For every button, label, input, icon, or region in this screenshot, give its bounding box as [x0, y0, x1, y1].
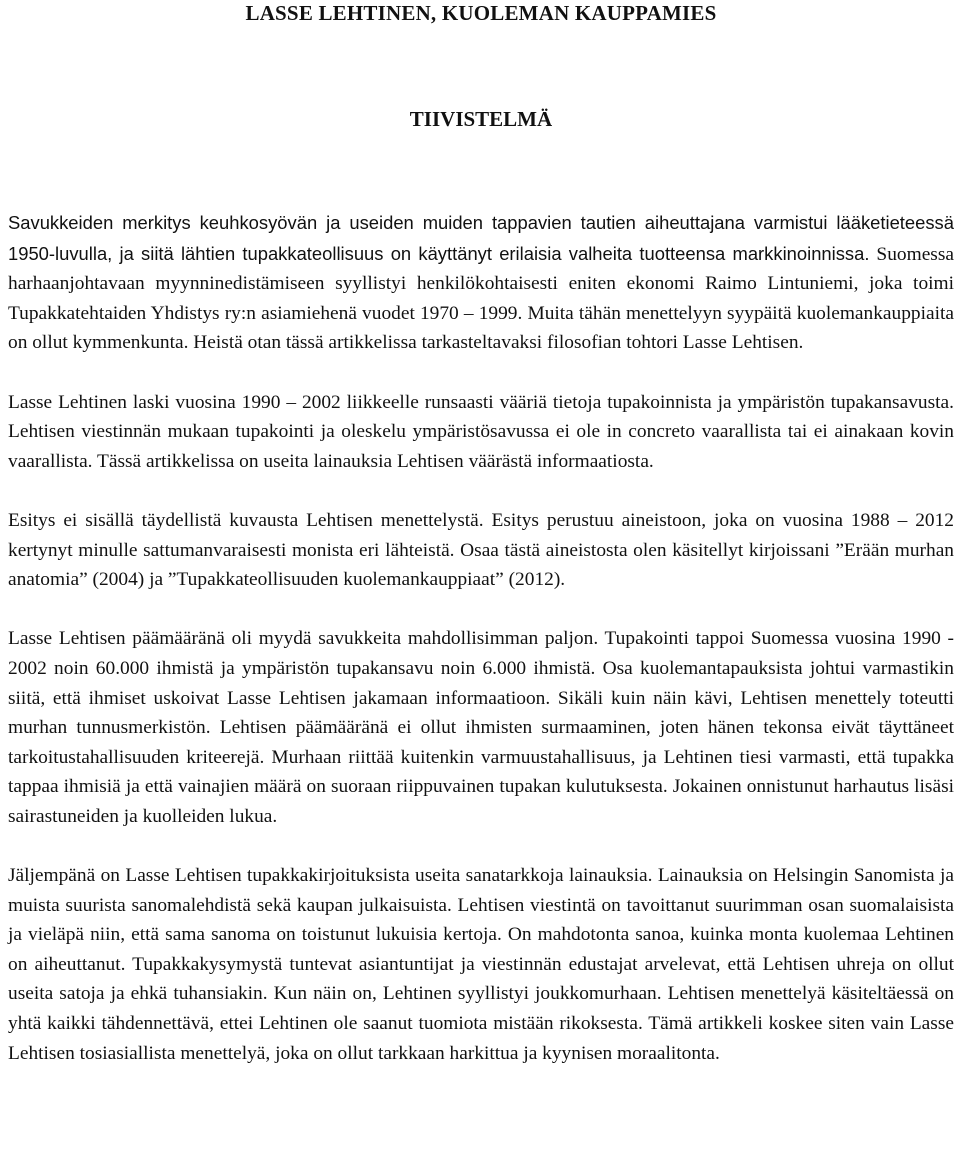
document-page — [8, 0, 954, 1068]
paragraph-3: Esitys ei sisällä täydellistä kuvausta Lehtisen menettelystä. Esitys perustuu aineistoon, joka on vuosina 1988 – 2012 kertynyt minulle sattumanvaraisesti monista eri lähteistä. Osaa tästä aineistosta olen käsitellyt kirjoissani ”Erään murhan anatomia” (2004) ja ”Tupakkateollisuuden kuolemankauppiaat” (2012). — [8, 509, 954, 591]
section-title-summary: TIIVISTELMÄ — [409, 107, 553, 131]
paragraph-2: Lasse Lehtinen laski vuosina 1990 – 2002 liikkeelle runsaasti vääriä tietoja tupakoinnista ja ympäristön tupakansavusta. Lehtisen viestinnän mukaan tupakointi ja oleskelu ympäristösavussa ei ole in concreto vaarallista tai ei ainakaan kovin vaarallista. Tässä artikkelissa on useita lainauksia Lehtisen väärästä informaatiosta. — [8, 391, 954, 472]
paragraph-4: Lasse Lehtisen päämääränä oli myydä savukkeita mahdollisimman paljon. Tupakointi tappoi Suomessa vuosina 1990 - 2002 noin 60.000 ihmistä ja ympäristön tupakansavu noin 6.000 ihmistä. Osa kuolemantapauksista johtui varmastikin siitä, että ihmiset uskoivat Lasse Lehtisen jakamaan informaatioon. Sikäli kuin näin kävi, Lehtisen menettely toteutti murhan tunnusmerkistön. Lehtisen päämääränä ei ollut ihmisten surmaaminen, joten hänen tekonsa eivät täyttäneet tarkoitustahallisuuden kriteerejä. Murhaan riittää kuitenkin varmuustahallisuus, ja Lehtinen tiesi varmasti, että tupakka tappaa ihmisiä ja että vainajien määrä on suoraan riippuvainen tupakan kulutuksesta. Jokainen onnistunut harhautus lisäsi sairastuneiden ja kuolleiden lukua. — [8, 628, 954, 827]
paragraph-5: Jäljempänä on Lasse Lehtisen tupakkakirjoituksista useita sanatarkkoja lainauksia. Lainauksia on Helsingin Sanomista ja muista suurista sanomalehdistä sekä kaupan julkaisuista. Lehtisen viestintä on tavoittanut suurimman osan suomalaisista ja vieläpä niin, että sama sanoma on toistunut lukuisia kertoja. On mahdotonta sanoa, kuinka monta kuolemaa Lehtinen on aiheuttanut. Tupakkakysymystä tuntevat asiantuntijat ja viestinnän edustajat arvelevat, että Lehtisen uhreja on ollut useita satoja ja ehkä tuhansiakin. Kun näin on, Lehtinen syyllistyi joukkomurhaan. Lehtisen menettelyä käsiteltäessä on yhtä kaikki tähdennettävä, ettei Lehtinen ole saanut tuomiota mistään rikoksesta. Tämä artikkeli koskee siten vain Lasse Lehtisen tosiasiallista menettelyä, joka on ollut tarkkaan harkittua ja kyynisen moraalitonta. — [8, 865, 954, 1064]
document-title: LASSE LEHTINEN, KUOLEMAN KAUPPAMIES — [245, 1, 717, 25]
paragraph-1-text: Suomessa harhaanjohtavaan myynninedistämiseen syyllistyi henkilökohtaisesti eniten ekonomi Raimo Lintuniemi, joka toimi Tupakkatehtaiden Yhdistys ry:n asiamiehenä vuodet 1970 – 1999. Muita tähän menettelyyn syypäitä kuolemankauppiaita on ollut kymmenkunta. Heistä otan tässä artikkelissa tarkasteltavaksi filosofian tohtori Lasse Lehtisen. — [8, 243, 954, 354]
paragraph-1-lead: Savukkeiden merkitys keuhkosyövän ja useiden muiden tappavien tautien aiheuttajana varmistui lääketieteessä 1950-luvulla, ja siitä lähtien tupakkateollisuus on käyttänyt erilaisia valheita tuotteensa markkinoinnissa. — [8, 212, 954, 264]
summary-body — [8, 208, 954, 1068]
paragraph-1 — [8, 208, 954, 358]
